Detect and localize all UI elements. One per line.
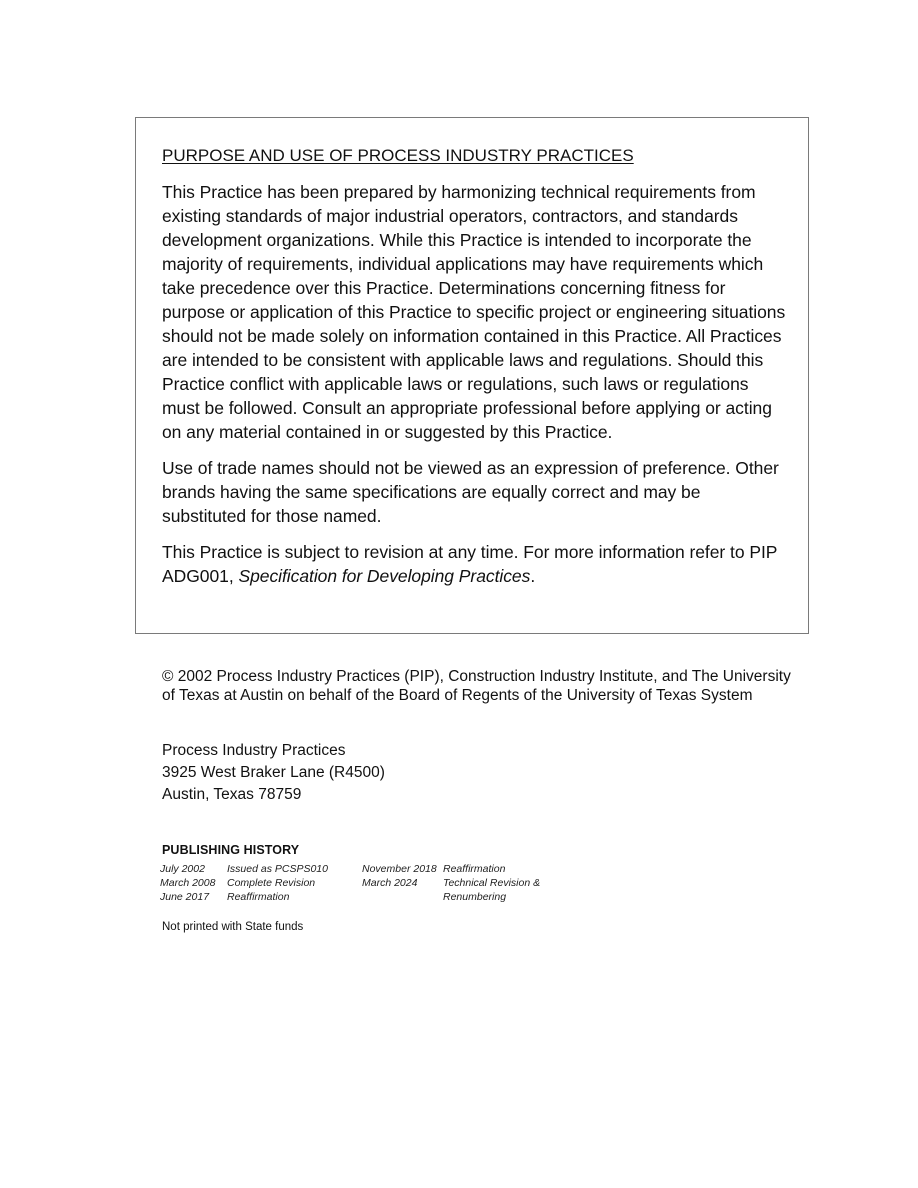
history-left-events [227, 862, 328, 904]
purpose-heading: PURPOSE AND USE OF PROCESS INDUSTRY PRACTICES [162, 146, 634, 165]
history-date: July 2002 [160, 863, 205, 875]
history-right-events [443, 862, 540, 904]
history-left-dates [160, 862, 215, 904]
purpose-paragraph-3-end: . [530, 566, 536, 586]
footer-note: Not printed with State funds [162, 921, 304, 933]
history-event: Complete Revision [227, 877, 316, 889]
publishing-history-title: PUBLISHING HISTORY [162, 843, 300, 857]
history-date: March 2008 [160, 877, 216, 889]
history-date [362, 890, 437, 904]
purpose-paragraph-2: Use of trade names should not be viewed as an expression of preference. Other brands having the same specifications are equally correct and may be substituted for those named. [162, 458, 779, 526]
purpose-box [135, 117, 809, 634]
history-event: Technical Revision & [443, 877, 541, 889]
address-line-organization: Process Industry Practices [162, 742, 346, 759]
address-line-street: 3925 West Braker Lane (R4500) [162, 764, 385, 781]
purpose-paragraph-3-text: This Practice is subject to revision at any time. For more information refer to PIP ADG001, [162, 542, 778, 586]
purpose-paragraph-3 [162, 540, 788, 588]
history-date: March 2024 [362, 877, 418, 889]
address-block [162, 740, 385, 806]
history-event: Reaffirmation [443, 863, 506, 875]
copyright-notice: © 2002 Process Industry Practices (PIP), Construction Industry Institute, and The University of Texas at Austin on behalf of the Board of Regents of the University of Texas System [162, 668, 791, 704]
address-line-city: Austin, Texas 78759 [162, 786, 302, 803]
purpose-paragraph-1: This Practice has been prepared by harmonizing technical requirements from existing standards of major industrial operators, contractors, and standards development organizations. While this Practice is intended to incorporate the majority of requirements, individual applications may have requirements which take precedence over this Practice. Determinations concerning fitness for purpose or application of this Practice to specific project or engineering situations should not be made solely on information contained in this Practice. All Practices are intended to be consistent with applicable laws and regulations. Should this Practice conflict with applicable laws or regulations, such laws or regulations must be followed. Consult an appropriate professional before applying or acting on any material contained in or suggested by this Practice. [162, 182, 786, 442]
history-date: November 2018 [362, 863, 437, 875]
history-event: Reaffirmation [227, 891, 290, 903]
history-date: June 2017 [160, 891, 210, 903]
history-event: Issued as PCSPS010 [227, 863, 328, 875]
history-event: Renumbering [443, 891, 507, 903]
history-right-dates [362, 862, 437, 904]
referenced-document-title: Specification for Developing Practices [238, 566, 531, 586]
